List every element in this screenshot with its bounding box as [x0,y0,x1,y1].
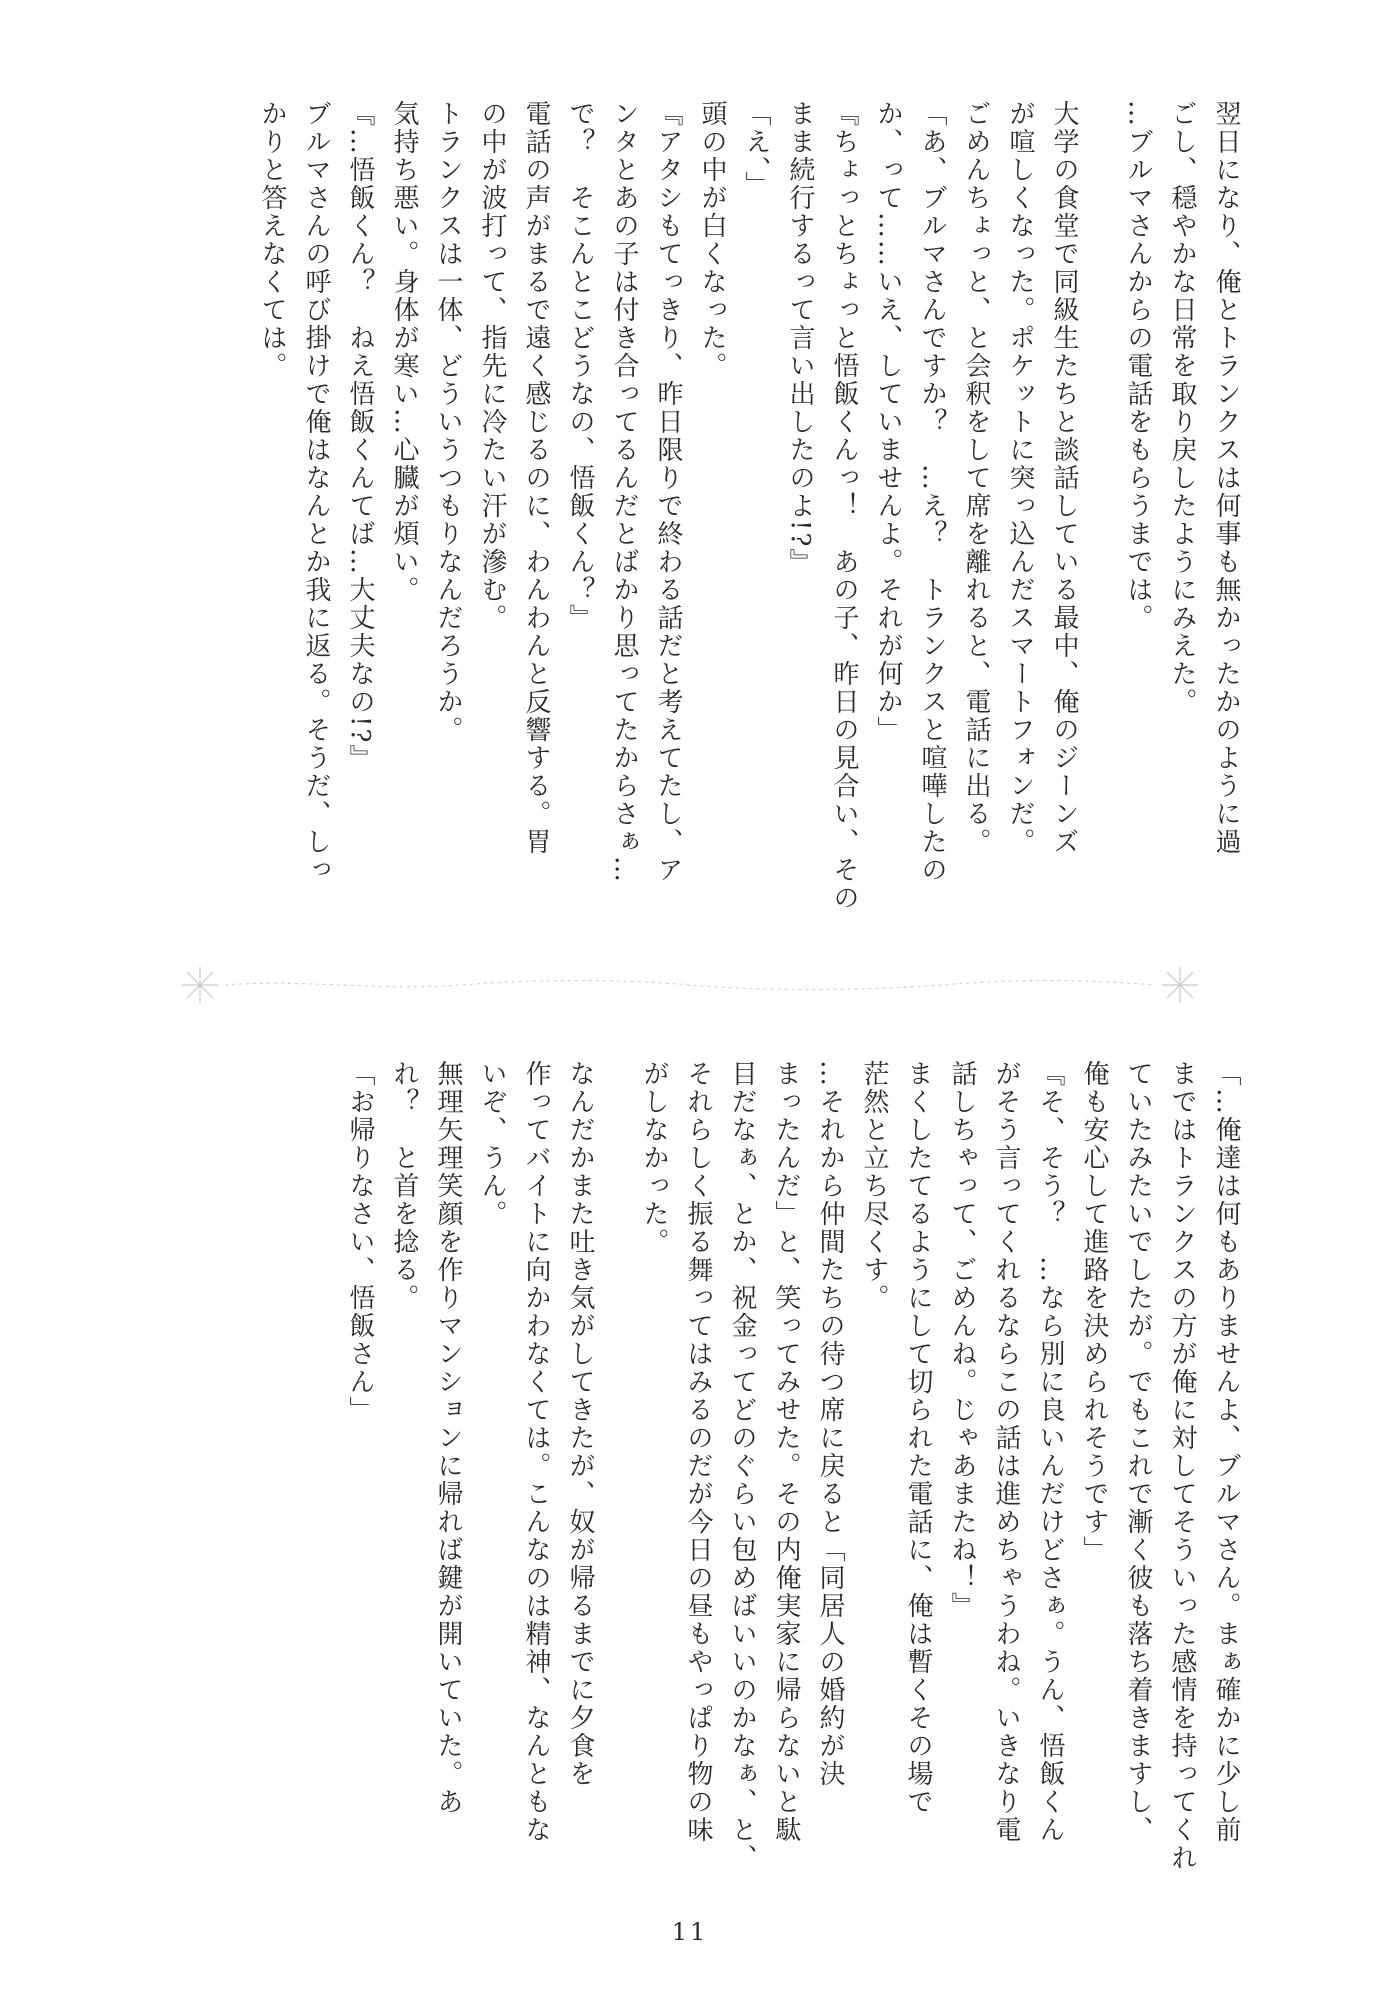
text-line: 「え、」 [741,100,771,199]
text-line: 『ちょっとちょっと悟飯くんっ！ あの子、昨日の見合い、その [829,100,859,912]
text-line: まではトランクスの方が俺に対してそういった感情を持ってくれ [1167,1060,1197,1872]
text-line: 『…悟飯くん？ ねえ悟飯くんてば…大丈夫なの!?』 [345,100,375,773]
text-line: 俺も安心して進路を決められそうです」 [1079,1060,1109,1564]
paragraph-gap [1086,100,1116,900]
paragraph-gap [602,1060,632,1820]
snowflake-icon [182,967,218,1003]
text-line: 「あ、ブルマさんですか？ …え？ トランクスと喧嘩したの [917,100,947,884]
text-line: 『アタシもてっきり、昨日限りで終わる話だと考えてたし、ア [653,100,683,884]
text-line: …ブルマさんからの電話をもらうまでは。 [1123,100,1153,632]
top-text-block [138,100,1248,912]
text-line: 『そ、そう？ …なら別に良いんだけどさぁ。うん、悟飯くん [1035,1060,1065,1844]
text-line: ごし、穏やかな日常を取り戻したようにみえた。 [1167,100,1197,716]
text-line: 翌日になり、俺とトランクスは何事も無かったかのように過 [1211,100,1241,856]
text-line: 作ってバイトに向かわなくては。こんなのは精神、なんともな [521,1060,551,1844]
text-line: まったんだ」と、笑ってみせた。その内俺実家に帰らないと駄 [771,1060,801,1844]
text-line: か、って……いえ、していませんよ。それが何か」 [873,100,903,744]
text-line: まくしたてるようにして切られた電話に、俺は暫くその場で [903,1060,933,1816]
text-line: それらしく振る舞ってはみるのだが今日の昼もやっぱり物の味 [683,1060,713,1844]
text-line: いぞ、うん。 [477,1060,507,1228]
text-line: 電話の声がまるで遠く感じるのに、わんわんと反響する。胃 [521,100,551,856]
text-line: まま続行するって言い出したのよ!?』 [785,100,815,577]
text-line: で？ そこんとこどうなの、悟飯くん？』 [565,100,595,632]
text-line: なんだかまた吐き気がしてきたが、奴が帰るまでに夕食を [565,1060,595,1788]
text-line: 話しちゃって、ごめんね。じゃあまたね！』 [947,1060,977,1620]
text-line: ていたみたいでしたが。でもこれで漸く彼も落ち着きますし、 [1123,1060,1153,1844]
text-line: ごめんちょっと、と会釈をして席を離れると、電話に出る。 [961,100,991,856]
text-line: 目だなぁ、とか、祝金ってどのぐらい包めばいいのかなぁ、と、 [727,1060,757,1872]
text-line: かりと答えなくては。 [257,100,287,380]
snowflake-icon [1162,967,1198,1003]
text-line: の中が波打って、指先に冷たい汗が滲む。 [477,100,507,632]
text-line: 「…俺達は何もありませんよ、ブルマさん。まぁ確かに少し前 [1211,1060,1241,1844]
snowflake-divider [180,965,1200,1005]
text-line: 気持ち悪い。身体が寒い…心臓が煩い。 [389,100,419,604]
text-line: トランクスは一体、どういうつもりなんだろうか。 [433,100,463,744]
bottom-text-block [138,1060,1248,1872]
text-line: れ？ と首を捻る。 [389,1060,419,1312]
page-number: 11 [671,1918,709,1946]
text-line: 「お帰りなさい、悟飯さん」 [345,1060,375,1424]
text-line: ンタとあの子は付き合ってるんだとばかり思ってたからさぁ… [609,100,639,884]
text-line: ブルマさんの呼び掛けで俺はなんとか我に返る。そうだ、しっ [301,100,331,884]
text-line: 茫然と立ち尽くす。 [859,1060,889,1312]
text-line: 頭の中が白くなった。 [697,100,727,380]
text-line: 無理矢理笑顔を作りマンションに帰れば鍵が開いていた。あ [433,1060,463,1816]
text-line: …それから仲間たちの待つ席に戻ると「同居人の婚約が決 [815,1060,845,1788]
text-line: 大学の食堂で同級生たちと談話している最中、俺のジーンズ [1049,100,1079,856]
text-line: がそう言ってくれるならこの話は進めちゃうわね。いきなり電 [991,1060,1021,1844]
text-line: がしなかった。 [639,1060,669,1256]
text-line: が喧しくなった。ポケットに突っ込んだスマートフォンだ。 [1005,100,1035,856]
